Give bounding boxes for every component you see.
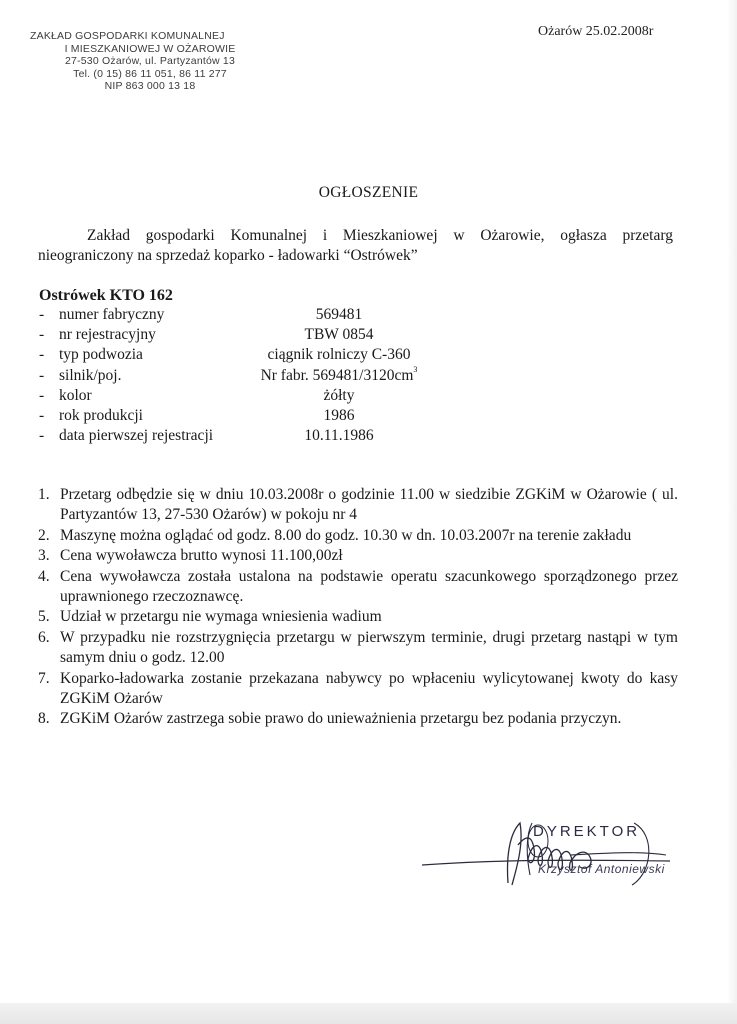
spec-value: TBW 0854: [304, 326, 374, 344]
spec-value: 1986: [323, 406, 355, 424]
term-item: [38, 628, 678, 669]
dash-bullet: -: [39, 306, 45, 323]
spec-row: [39, 305, 539, 325]
term-item: [38, 526, 678, 546]
term-number: 4.: [38, 567, 50, 585]
spec-value: 10.11.1986: [304, 427, 374, 445]
term-number: 8.: [38, 710, 50, 728]
spec-list: [39, 305, 539, 446]
superscript: 3: [413, 364, 418, 374]
intro-paragraph: [38, 226, 673, 266]
term-text: Przetarg odbędzie się w dniu 10.03.2008r o godzinie 11.00 w siedzibie ZGKiM w Ożarowie ( ul. Partyzantów 13, 27-530 Ożarów) w pokoju nr 4: [60, 486, 678, 524]
spec-row: [39, 345, 539, 365]
term-item: [38, 485, 678, 526]
spec-value: [219, 366, 459, 386]
spec-row: [39, 325, 539, 345]
term-number: 3.: [38, 547, 50, 565]
spec-label: typ podwozia: [59, 346, 143, 364]
dash-bullet: -: [39, 427, 45, 445]
spec-row: [39, 386, 539, 406]
spec-value: żółty: [323, 386, 355, 404]
term-item: [38, 567, 678, 608]
stamp-line: I MIESZKANIOWEJ W OŻAROWIE: [64, 42, 236, 55]
term-item: [38, 546, 678, 566]
director-signature: [420, 815, 680, 905]
spec-heading: Ostrówek KTO 162: [39, 287, 173, 304]
dash-bullet: -: [39, 386, 45, 404]
dash-bullet: -: [39, 326, 45, 344]
intro-line: Zakład gospodarki Komunalnej i Mieszkaniowej w Ożarowie, ogłasza przetarg: [87, 227, 673, 244]
term-number: 1.: [38, 486, 50, 503]
term-text: Cena wywoławcza brutto wynosi 11.100,00zł: [60, 547, 343, 565]
institution-stamp: [30, 30, 270, 93]
spec-label: nr rejestracyjny: [59, 326, 156, 344]
term-text: Udział w przetargu nie wymaga wniesienia wadium: [60, 608, 382, 626]
stamp-line: ZAKŁAD GOSPODARKI KOMUNALNEJ: [30, 30, 225, 42]
stamp-line: 27-530 Ożarów, ul. Partyzantów 13: [64, 55, 236, 67]
term-text: ZGKiM Ożarów zastrzega sobie prawo do unieważnienia przetargu bez podania przyczyn.: [60, 710, 622, 728]
spec-label: rok produkcji: [59, 406, 143, 424]
dash-bullet: -: [39, 366, 45, 384]
spec-value: 569481: [315, 306, 363, 323]
stamp-line: NIP 863 000 13 18: [104, 80, 196, 92]
dash-bullet: -: [39, 346, 45, 364]
document-date: Ożarów 25.02.2008r: [538, 24, 654, 39]
stamp-line: Tel. (0 15) 86 11 051, 86 11 277: [73, 67, 227, 80]
term-number: 5.: [38, 608, 50, 626]
term-item: [38, 669, 678, 710]
term-item: [38, 607, 678, 627]
spec-value-text: Nr fabr. 569481/3120cm: [260, 366, 414, 384]
spec-label: kolor: [59, 386, 92, 404]
scan-shadow-right: [727, 0, 737, 1024]
intro-line: nieograniczony na sprzedaż koparko - ładowarki “Ostrówek”: [38, 247, 418, 264]
handwritten-signature: [420, 815, 680, 905]
spec-value: ciągnik rolniczy C-360: [267, 346, 411, 364]
signature-stamp-title: DYREKTOR: [533, 823, 641, 840]
term-text: Maszynę można oglądać od godz. 8.00 do godz. 10.30 w dn. 10.03.2007r na terenie zakładu: [60, 526, 632, 544]
document-title: OGŁOSZENIE: [318, 184, 419, 201]
term-number: 6.: [38, 628, 50, 646]
spec-row: [39, 366, 539, 386]
spec-row: [39, 406, 539, 426]
signature-stamp-name: Krzysztof Antoniewski: [538, 862, 665, 876]
term-item: [38, 709, 678, 729]
term-text: Koparko-ładowarka zostanie przekazana nabywcy po wpłaceniu wylicytowanej kwoty do kasy ZGKiM Ożarów: [60, 669, 678, 708]
spec-label: silnik/poj.: [59, 366, 122, 384]
spec-label: data pierwszej rejestracji: [59, 427, 214, 445]
term-text: Cena wywoławcza została ustalona na podstawie operatu szacunkowego sporządzonego przez uprawnionego rzeczoznawcę.: [60, 567, 678, 606]
spec-label: numer fabryczny: [59, 306, 165, 323]
spec-row: [39, 426, 539, 446]
terms-list: [38, 485, 678, 730]
term-number: 7.: [38, 669, 50, 687]
term-number: 2.: [38, 526, 50, 544]
scan-shadow-bottom: [0, 1003, 737, 1024]
dash-bullet: -: [39, 406, 45, 424]
term-text: W przypadku nie rozstrzygnięcia przetargu w pierwszym terminie, drugi przetarg nastąpi w tym samym dniu o godz. 12.00: [60, 628, 678, 667]
